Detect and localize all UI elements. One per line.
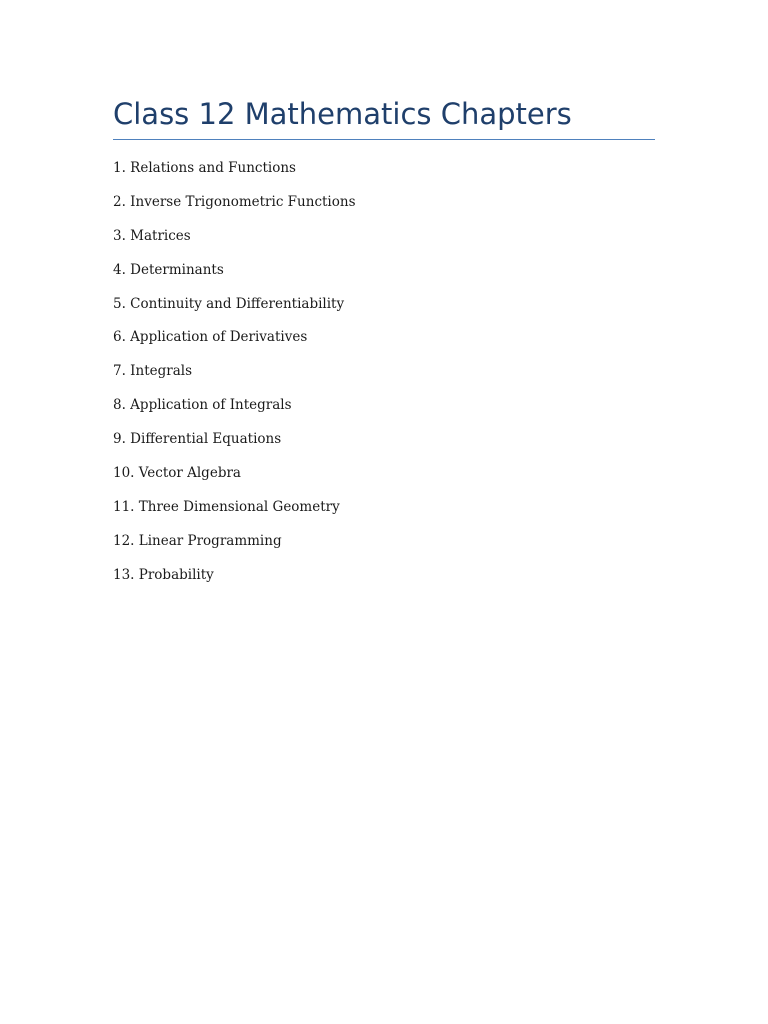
list-item: 8. Application of Integrals [113, 397, 292, 414]
list-item: 1. Relations and Functions [113, 160, 296, 176]
list-item: 9. Differential Equations [113, 431, 282, 448]
list-item: 7. Integrals [113, 363, 193, 380]
list-item: 10. Vector Algebra [113, 465, 241, 482]
list-item: 2. Inverse Trigonometric Functions [113, 193, 356, 210]
list-item: 12. Linear Programming [113, 532, 282, 549]
list-item: 4. Determinants [113, 261, 224, 278]
title-underline [113, 139, 655, 140]
list-item: 5. Continuity and Differentiability [113, 295, 345, 312]
page-title: Class 12 Mathematics Chapters [113, 97, 572, 131]
chapter-list [113, 157, 655, 598]
list-item: 3. Matrices [113, 227, 191, 244]
list-item: 11. Three Dimensional Geometry [113, 498, 340, 515]
list-item: 13. Probability [113, 566, 214, 583]
list-item: 6. Application of Derivatives [113, 329, 308, 346]
